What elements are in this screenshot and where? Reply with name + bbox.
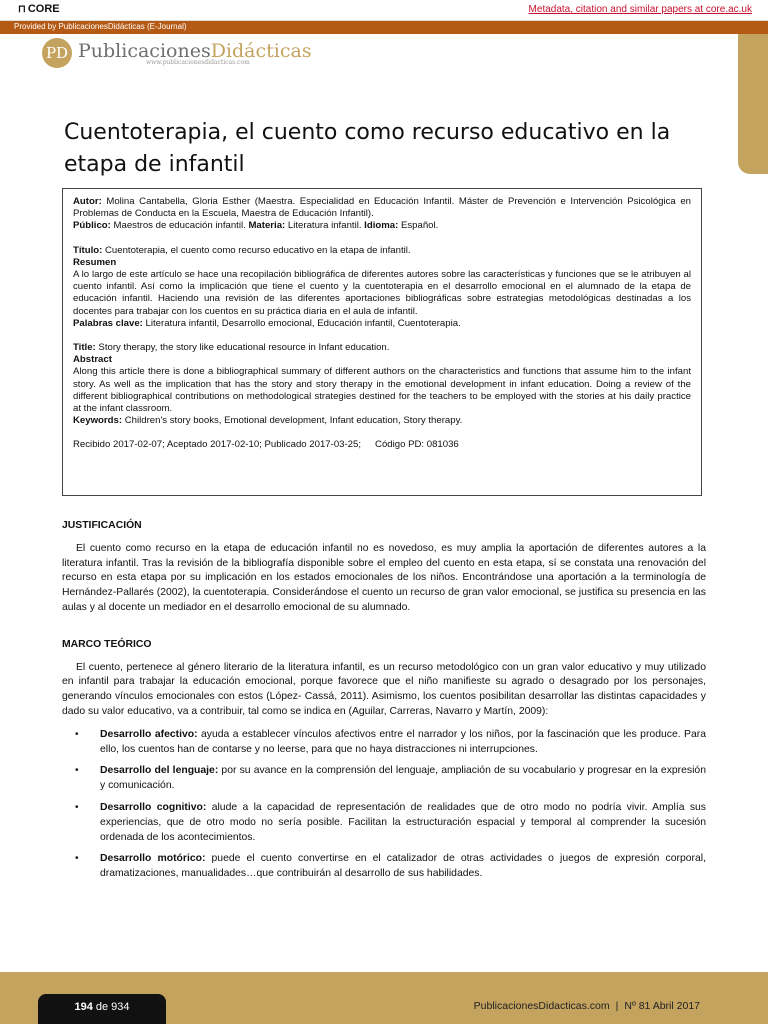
core-logo-text: CORE [27,3,60,15]
provided-bar [0,21,768,34]
abstract-box [62,188,702,496]
publisher-url: www.publicacionesdidacticas.com [146,59,250,66]
publico-text: Maestros de educación infantil. [110,220,249,232]
list-item [62,852,706,882]
codigo-text: Código PD: 081036 [375,439,459,451]
bullet-text: alude a la capacidad de representación de realidades que de otro modo no podría vivir. Amplía sus experiencias, que de otro modo no sería posible. Facilitan la estructuración espacial y temporal al comprender la sucesión ordenada de los acontecimientos. [100,801,707,843]
abstract-label: Abstract [73,354,112,366]
bullet-text: por su avance en la comprensión del lenguaje, ampliación de su vocabulario y progresar en la expresión y comunicación. [100,765,706,792]
keywords-text: Children's story books, Emotional development, Infant education, Story therapy. [122,415,463,427]
list-item [62,764,706,794]
materia-label: Materia: [248,220,286,232]
page-total: 934 [111,1001,130,1013]
core-bar [0,0,768,21]
autor-text: Molina Cantabella, Gloria Esther (Maestra. Especialidad en Educación Infantil. Máster de Prevención e Intervención Psicológica en Problemas de Conducta en la Escuela, Maestra de Educación Infantil). [73,196,691,220]
page-number [38,1001,166,1013]
core-metadata-link[interactable]: Metadata, citation and similar papers at core.ac.uk [528,4,752,15]
palabras-text: Literatura infantil, Desarrollo emocional, Educación infantil, Cuentoterapia. [142,317,461,329]
bullet-label: Desarrollo cognitivo: [100,801,207,813]
keywords-line [73,415,691,427]
bullet-label: Desarrollo del lenguaje: [100,765,219,777]
justificacion-text: El cuento como recurso en la etapa de educación infantil no es novedoso, es muy amplia la aportación de diferentes autores a la literatura infantil. Tras la revisión de la bibliografía disponible sobre el empleo del cuento en esta etapa, sí se constata una renovación del recurso en esta etapa por su implicación en los estados emocionales de los niños. Encontrándose una aportación a la terminología de Hernández-Pallarés (2002), la cuentoterapia. Considerándose el cuento un recurso de gran valor emocional, se justifica su presencia en las aulas y al docente un mediador en el desarrollo emocional de su alumnado. [62,542,706,613]
marco-bullet-list [62,728,706,882]
bullet-icon: • [75,853,79,865]
idioma-text: Español. [398,220,439,232]
bullet-icon: • [75,728,79,740]
abstract-text: Along this article there is done a bibliographical summary of different authors on the characteristics and functions that assume him to the infant story. As well as the implication that has the story and story therapy in the emotional development in infant education. Doing a review of the different bibliographical contributions on methodological strategies destined for the teachers to be employed with the stories at his daily practice at the infant classroom. [73,366,691,415]
marco-text: El cuento, pertenece al género literario de la literatura infantil, es un recurso metodológico con un gran valor educativo y muy utilizado en infantil para trabajar la educación emocional, porque favorece que el niño manifieste su agrado o desagrado por los personajes, generando vínculos emocionales con estos (López- Cassá, 2011). Asimismo, los cuentos posibilitan desarrollar las distintas capacidades y dado su valor educativo, va a contribuir, tal como se indica en (Aguilar, Carreras, Navarro y Martín, 2009): [62,661,706,717]
footer-divider: | [615,1000,619,1012]
titulo-line [73,245,691,257]
bullet-text: puede el cuento convertirse en el catalizador de otras actividades o juegos de expresión corporal, dramatizaciones, manualidades…que contribuirán al desarrollo de sus habilidades. [100,853,706,880]
publisher-name-part1: Publicaciones [78,40,211,62]
dates-text: Recibido 2017-02-07; Aceptado 2017-02-10; Publicado 2017-03-25; [73,439,362,451]
article-body [62,519,706,889]
autor-label: Autor: [73,196,102,207]
resumen-heading [73,257,691,269]
idioma-label: Idioma: [364,220,399,232]
publisher-name-part2: Didácticas [210,40,312,62]
keywords-label: Keywords: [73,415,123,427]
page-number-badge [38,994,166,1024]
publico-label: Público: [73,220,111,232]
resumen-text: A lo largo de este artículo se hace una recopilación bibliográfica de diferentes autores sobre las características y funciones que se le atribuyen al cuento infantil. Así como la implicación que tiene el cuento y la cuentoterapia en el desarrollo emocional en el alumnado de la etapa de educación infantil. Haciendo una revisión de las diferentes aportaciones bibliográficas sobre estrategias metodológicas destinadas a los docentes para trabajar con los cuentos en su práctica diaria en el aula de infantil. [73,269,691,317]
title-en-label: Title: [73,342,96,354]
list-item [62,801,706,845]
autor-line [73,196,691,220]
dates-line [73,439,691,451]
bullet-text: ayuda a establecer vínculos afectivos entre el narrador y los niños, por la fascinación que les produce. Para ello, los cuentos han de contarse y no leerse, para que no haya distracciones ni interrupciones. [100,728,706,755]
side-tab [738,34,768,174]
palabras-line [73,318,691,330]
page-current: 194 [74,1001,93,1013]
provided-by-text[interactable]: Provided by PublicacionesDidácticas (E-Journal) [14,22,187,31]
materia-text: Literatura infantil. [285,220,365,232]
titulo-text: Cuentoterapia, el cuento como recurso educativo en la etapa de infantil. [102,244,411,256]
bullet-icon: • [75,765,79,777]
justificacion-heading: JUSTIFICACIÓN [62,520,142,531]
marco-heading: MARCO TEÓRICO [62,638,152,650]
abstract-heading [73,354,691,366]
publisher-logo-icon: PD [42,38,72,68]
publico-line [73,220,691,232]
bullet-label: Desarrollo afectivo: [100,728,198,740]
palabras-label: Palabras clave: [73,317,143,329]
page-sep: de [92,1001,112,1013]
footer-site: PublicacionesDidacticas.com [473,1000,610,1012]
core-logo[interactable] [18,3,60,15]
footer-issue: Nº 81 Abril 2017 [624,1000,700,1012]
title-en-text: Story therapy, the story like educational resource in Infant education. [95,342,390,354]
resumen-label: Resumen [73,256,117,268]
bullet-label: Desarrollo motórico: [100,853,206,865]
title-en-line [73,342,691,354]
bullet-icon: • [75,801,79,813]
core-icon: ⊓ [18,4,26,15]
list-item [62,728,706,758]
titulo-label: Título: [73,244,103,256]
article-title: Cuentoterapia, el cuento como recurso educativo en la etapa de infantil [64,120,671,177]
footer-info [474,1000,700,1012]
